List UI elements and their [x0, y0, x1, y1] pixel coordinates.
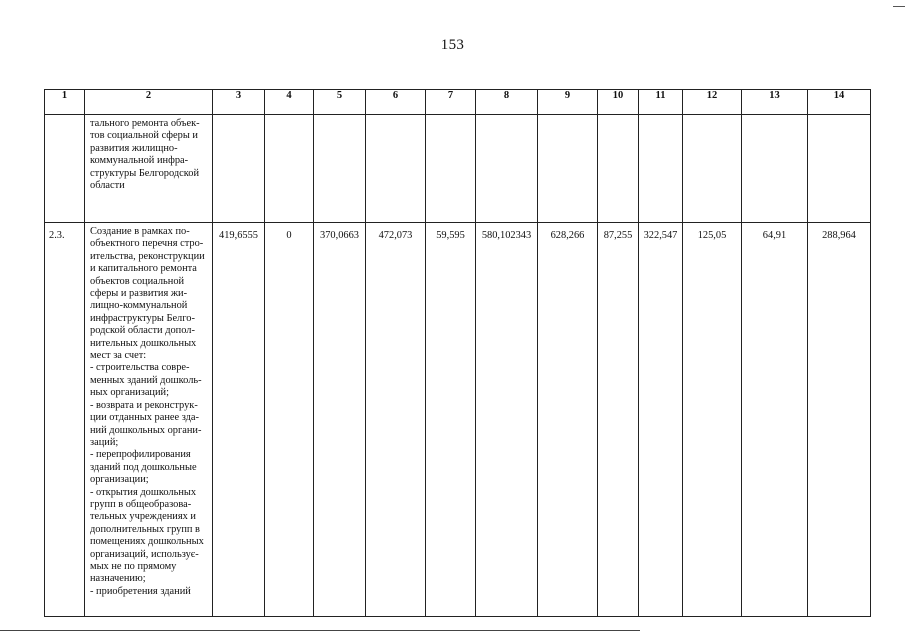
- column-header: 14: [808, 90, 871, 115]
- column-header: 9: [538, 90, 598, 115]
- value-cell: 288,964: [808, 223, 871, 617]
- empty-cell: [742, 115, 808, 223]
- value-cell: 370,0663: [314, 223, 366, 617]
- column-header: 11: [639, 90, 683, 115]
- empty-cell: [639, 115, 683, 223]
- row-index-cell: 2.3.: [45, 223, 85, 617]
- value-cell: 87,255: [598, 223, 639, 617]
- row-description-cell: Создание в рамках по- объектного перечня стро- ительства, реконструкции и капитального ремонта объектов социальной сферы и развития жи- лищно-коммунальной инфраструктуры Белго- родской области допол- нительных дошкольных мест за счет: - строительства совре- менных зданий дошколь- ных организаций; - возврата и реконструк- ции отданных ранее зда- ний дошкольных органи- заций; - перепрофилирования зданий под дошкольные организации; - открытия дошкольных групп в общеобразова- тельных учреждениях и дополнительных групп в помещениях дошкольных организаций, использує- мых не по прямому назначению; - приобретения зданий: [85, 223, 213, 617]
- value-cell: 580,102343: [476, 223, 538, 617]
- column-header: 12: [683, 90, 742, 115]
- empty-cell: [265, 115, 314, 223]
- column-header: 6: [366, 90, 426, 115]
- value-cell: 0: [265, 223, 314, 617]
- empty-cell: [598, 115, 639, 223]
- column-header: 4: [265, 90, 314, 115]
- column-header: 8: [476, 90, 538, 115]
- row-index-cell: [45, 115, 85, 223]
- column-header: 10: [598, 90, 639, 115]
- empty-cell: [538, 115, 598, 223]
- column-header: 5: [314, 90, 366, 115]
- value-cell: 59,595: [426, 223, 476, 617]
- value-cell: 322,547: [639, 223, 683, 617]
- column-header: 13: [742, 90, 808, 115]
- value-cell: 472,073: [366, 223, 426, 617]
- data-table: [44, 89, 871, 617]
- column-header: 1: [45, 90, 85, 115]
- page-number: 153: [440, 37, 465, 53]
- row-description-cell: тального ремонта объек- тов социальной сферы и развития жилищно- коммунальной инфра- структуры Белгородской области: [85, 115, 213, 223]
- page-bottom-rule: [0, 630, 640, 631]
- empty-cell: [683, 115, 742, 223]
- table-row: [45, 223, 871, 617]
- empty-cell: [426, 115, 476, 223]
- header-row: [45, 90, 871, 115]
- empty-cell: [314, 115, 366, 223]
- empty-cell: [213, 115, 265, 223]
- column-header: 2: [85, 90, 213, 115]
- empty-cell: [808, 115, 871, 223]
- value-cell: 125,05: [683, 223, 742, 617]
- value-cell: 64,91: [742, 223, 808, 617]
- value-cell: 628,266: [538, 223, 598, 617]
- scan-corner-mark: [893, 6, 905, 7]
- value-cell: 419,6555: [213, 223, 265, 617]
- empty-cell: [366, 115, 426, 223]
- empty-cell: [476, 115, 538, 223]
- column-header: 3: [213, 90, 265, 115]
- column-header: 7: [426, 90, 476, 115]
- table-row: [45, 115, 871, 223]
